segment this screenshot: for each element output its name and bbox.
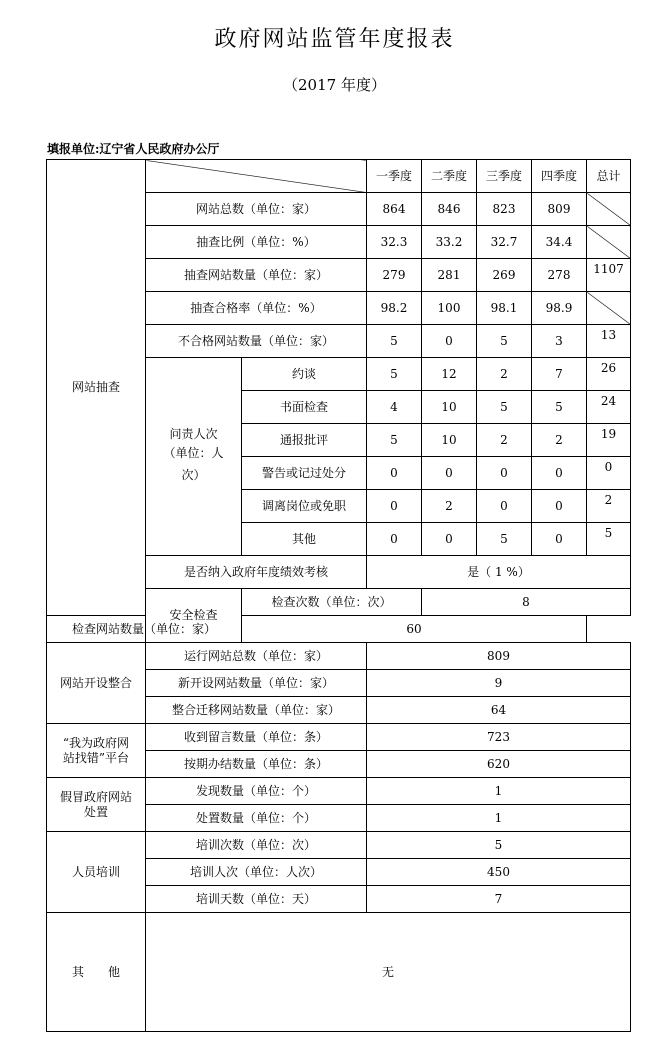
security-label: 检查次数（单位：次） xyxy=(242,589,422,616)
accountability-item-label: 通报批评 xyxy=(242,424,367,457)
total-value: 19 xyxy=(600,426,617,441)
cell-value: 269 xyxy=(477,259,532,292)
header-diagonal-cell xyxy=(146,160,367,193)
cell-total xyxy=(587,457,631,490)
cell-value: 100 xyxy=(422,292,477,325)
cell-total xyxy=(587,325,631,358)
cell-total xyxy=(587,490,631,523)
cell-value: 5 xyxy=(367,325,422,358)
cell-total xyxy=(587,259,631,292)
platform-value: 620 xyxy=(367,751,631,778)
row-label-sample-ratio: 抽查比例（单位：%） xyxy=(146,226,367,259)
cell-total xyxy=(587,391,631,424)
cell-value: 823 xyxy=(477,193,532,226)
cell-value: 809 xyxy=(532,193,587,226)
training-label: 培训次数（单位：次） xyxy=(146,832,367,859)
training-value: 450 xyxy=(367,859,631,886)
section-fake-sites xyxy=(47,778,146,832)
platform-label: 按期办结数量（单位：条） xyxy=(146,751,367,778)
accountability-item-label: 约谈 xyxy=(242,358,367,391)
cell-value: 98.9 xyxy=(532,292,587,325)
cell-value: 0 xyxy=(532,490,587,523)
section-setup: 网站开设整合 xyxy=(47,643,146,724)
header-q4: 四季度 xyxy=(532,160,587,193)
cell-total xyxy=(587,523,631,556)
cell-value: 0 xyxy=(367,490,422,523)
total-diagonal-cell xyxy=(587,226,631,259)
cell-value: 279 xyxy=(367,259,422,292)
platform-label: 收到留言数量（单位：条） xyxy=(146,724,367,751)
cell-value: 3 xyxy=(532,325,587,358)
accountability-item-label: 其他 xyxy=(242,523,367,556)
platform-value: 723 xyxy=(367,724,631,751)
section-fake-line2: 处置 xyxy=(83,804,108,819)
setup-value: 9 xyxy=(367,670,631,697)
accountability-label-line2: （单位：人次） xyxy=(163,446,224,482)
row-label-performance: 是否纳入政府年度绩效考核 xyxy=(146,556,367,589)
cell-value: 0 xyxy=(477,457,532,490)
cell-value: 2 xyxy=(477,424,532,457)
cell-value: 0 xyxy=(532,523,587,556)
cell-value: 34.4 xyxy=(532,226,587,259)
setup-label: 运行网站总数（单位：家） xyxy=(146,643,367,670)
section-other: 其 他 xyxy=(47,913,146,1032)
fake-label: 发现数量（单位：个） xyxy=(146,778,367,805)
header-q2: 二季度 xyxy=(422,160,477,193)
cell-value: 0 xyxy=(422,457,477,490)
total-value: 5 xyxy=(604,525,613,540)
cell-value: 5 xyxy=(532,391,587,424)
accountability-label xyxy=(146,358,242,556)
training-label: 培训人次（单位：人次） xyxy=(146,859,367,886)
setup-value: 64 xyxy=(367,697,631,724)
accountability-item-label: 警告或记过处分 xyxy=(242,457,367,490)
cell-value: 32.7 xyxy=(477,226,532,259)
row-label-pass-rate: 抽查合格率（单位：%） xyxy=(146,292,367,325)
cell-value: 5 xyxy=(477,325,532,358)
cell-total xyxy=(587,358,631,391)
total-value: 13 xyxy=(600,327,617,342)
cell-value: 4 xyxy=(367,391,422,424)
header-total: 总计 xyxy=(587,160,631,193)
cell-value: 846 xyxy=(422,193,477,226)
report-year: （2017 年度） xyxy=(283,76,386,94)
total-diagonal-cell xyxy=(587,193,631,226)
performance-value: 是（ 1 %） xyxy=(367,556,631,589)
cell-value: 5 xyxy=(367,358,422,391)
cell-value: 5 xyxy=(477,523,532,556)
section-platform-line1: “我为政府网 xyxy=(62,735,130,750)
section-platform-line2: 站找错”平台 xyxy=(62,750,130,765)
cell-value: 864 xyxy=(367,193,422,226)
security-label: 检查网站数量（单位：家） xyxy=(47,616,242,643)
cell-value: 0 xyxy=(422,325,477,358)
training-value: 5 xyxy=(367,832,631,859)
cell-value: 2 xyxy=(477,358,532,391)
cell-value: 5 xyxy=(477,391,532,424)
header-q3: 三季度 xyxy=(477,160,532,193)
section-security: 安全检查 xyxy=(146,589,242,643)
cell-value: 98.1 xyxy=(477,292,532,325)
section-platform xyxy=(47,724,146,778)
total-diagonal-cell xyxy=(587,292,631,325)
row-label-total-sites: 网站总数（单位：家） xyxy=(146,193,367,226)
accountability-item-label: 书面检查 xyxy=(242,391,367,424)
other-value: 无 xyxy=(146,913,631,1032)
security-value: 8 xyxy=(422,589,631,616)
cell-value: 278 xyxy=(532,259,587,292)
cell-value: 2 xyxy=(422,490,477,523)
training-value: 7 xyxy=(367,886,631,913)
cell-value: 33.2 xyxy=(422,226,477,259)
cell-value: 10 xyxy=(422,391,477,424)
cell-value: 0 xyxy=(532,457,587,490)
setup-label: 整合迁移网站数量（单位：家） xyxy=(146,697,367,724)
cell-value: 7 xyxy=(532,358,587,391)
cell-total xyxy=(587,424,631,457)
cell-value: 0 xyxy=(477,490,532,523)
cell-value: 0 xyxy=(422,523,477,556)
total-value: 1107 xyxy=(593,261,624,276)
accountability-item-label: 调离岗位或免职 xyxy=(242,490,367,523)
cell-value: 0 xyxy=(367,523,422,556)
setup-label: 新开设网站数量（单位：家） xyxy=(146,670,367,697)
total-value: 0 xyxy=(604,459,613,474)
report-title: 政府网站监管年度报表 xyxy=(214,27,455,52)
cell-value: 98.2 xyxy=(367,292,422,325)
report-table xyxy=(46,159,631,1032)
row-label-sampled-sites: 抽查网站数量（单位：家） xyxy=(146,259,367,292)
total-value: 26 xyxy=(600,360,617,375)
setup-value: 809 xyxy=(367,643,631,670)
cell-value: 0 xyxy=(367,457,422,490)
cell-value: 281 xyxy=(422,259,477,292)
cell-value: 32.3 xyxy=(367,226,422,259)
security-value: 60 xyxy=(242,616,587,643)
total-value: 2 xyxy=(604,492,613,507)
row-label-failed-sites: 不合格网站数量（单位：家） xyxy=(146,325,367,358)
header-q1: 一季度 xyxy=(367,160,422,193)
cell-value: 5 xyxy=(367,424,422,457)
accountability-label-line1: 问责人次 xyxy=(169,427,218,441)
section-fake-line1: 假冒政府网站 xyxy=(59,789,132,804)
fake-value: 1 xyxy=(367,778,631,805)
section-site-check: 网站抽查 xyxy=(47,160,146,616)
fake-value: 1 xyxy=(367,805,631,832)
cell-value: 2 xyxy=(532,424,587,457)
section-training: 人员培训 xyxy=(47,832,146,913)
cell-value: 12 xyxy=(422,358,477,391)
fake-label: 处置数量（单位：个） xyxy=(146,805,367,832)
cell-value: 10 xyxy=(422,424,477,457)
training-label: 培训天数（单位：天） xyxy=(146,886,367,913)
reporting-unit: 填报单位:辽宁省人民政府办公厅 xyxy=(47,142,220,156)
total-value: 24 xyxy=(600,393,617,408)
